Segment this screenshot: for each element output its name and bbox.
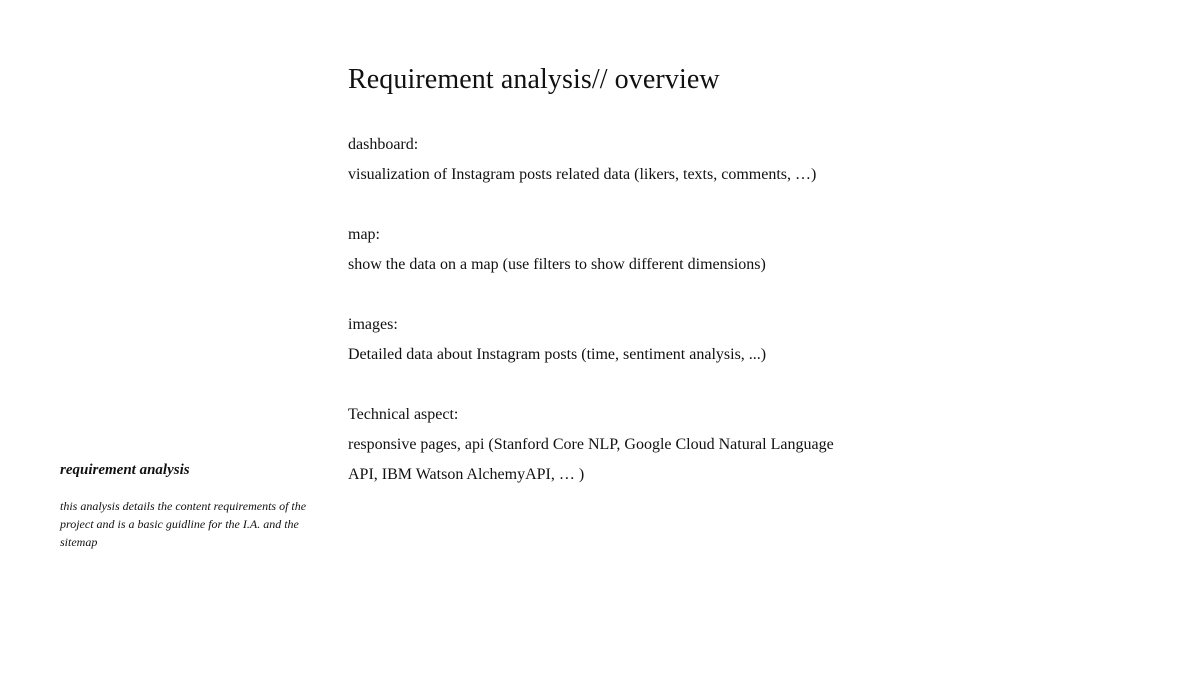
sidebar-heading: requirement analysis bbox=[60, 462, 190, 478]
section-label-images: images: bbox=[348, 316, 398, 333]
section-text-technical-aspect: responsive pages, api (Stanford Core NLP, Google Cloud Natural Language API, IBM Watson AlchemyAPI, … ) bbox=[348, 436, 834, 483]
section-map bbox=[348, 220, 908, 280]
section-images bbox=[348, 310, 908, 370]
section-label-technical-aspect: Technical aspect: bbox=[348, 406, 459, 423]
page-title: Requirement analysis// overview bbox=[348, 64, 720, 95]
section-text-map: show the data on a map (use filters to show different dimensions) bbox=[348, 256, 766, 273]
section-text-images: Detailed data about Instagram posts (time, sentiment analysis, ...) bbox=[348, 346, 767, 363]
section-label-map: map: bbox=[348, 226, 380, 243]
sidebar-description: this analysis details the content requirements of the project and is a basic guidline for the I.A. and the sitemap bbox=[60, 499, 307, 549]
section-dashboard bbox=[348, 130, 908, 190]
section-text-dashboard: visualization of Instagram posts related data (likers, texts, comments, …) bbox=[348, 166, 817, 183]
section-label-dashboard: dashboard: bbox=[348, 136, 419, 153]
sidebar-note bbox=[60, 459, 330, 551]
section-technical-aspect bbox=[348, 400, 908, 490]
main-content bbox=[348, 62, 908, 520]
